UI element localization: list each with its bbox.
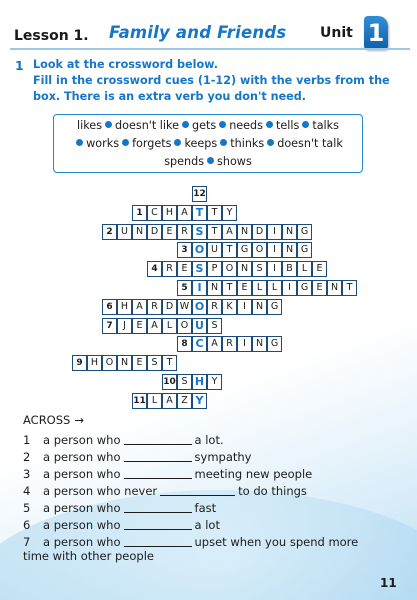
clue-number: 6	[23, 518, 31, 532]
letter-cell: T	[222, 280, 237, 296]
clue-number-cell: 6	[102, 299, 117, 315]
letter-cell: R	[162, 261, 177, 277]
clue-item	[23, 518, 393, 532]
letter-cell: G	[297, 242, 312, 258]
verb-option: doesn't talk	[277, 137, 343, 150]
verb-option: needs	[229, 119, 263, 132]
clue-text: a person who never	[43, 484, 158, 498]
verb-option: spends	[164, 155, 205, 168]
letter-cell: Y	[207, 374, 222, 390]
letter-cell: N	[207, 280, 222, 296]
clue-text: a person who	[43, 467, 121, 481]
verb-option: talks	[312, 119, 339, 132]
letter-cell: L	[267, 280, 282, 296]
task-number: 1	[15, 58, 24, 73]
letter-cell: A	[222, 224, 237, 240]
letter-cell: N	[252, 299, 267, 315]
clue-continuation: time with other people	[23, 549, 154, 563]
verb-option: gets	[191, 119, 217, 132]
letter-cell: O	[222, 261, 237, 277]
clue-text: a lot.	[194, 433, 224, 447]
clue-text: upset when you spend more	[194, 535, 359, 549]
clue-text: a person who	[43, 518, 121, 532]
highlight-letter-cell: S	[192, 261, 207, 277]
letter-cell: G	[267, 336, 282, 352]
clue-number: 4	[23, 484, 31, 498]
letter-cell: L	[252, 280, 267, 296]
letter-cell: N	[252, 336, 267, 352]
clue-text: a person who	[43, 501, 121, 515]
highlight-letter-cell: O	[192, 242, 207, 258]
clue-number: 1	[23, 433, 31, 447]
verb-option: doesn't like	[115, 119, 179, 132]
letter-cell: E	[237, 280, 252, 296]
letter-cell: A	[132, 299, 147, 315]
letter-cell: U	[117, 224, 132, 240]
clue-number-cell: 3	[177, 242, 192, 258]
letter-cell: I	[267, 224, 282, 240]
letter-cell: N	[237, 261, 252, 277]
clue-item	[23, 501, 393, 515]
letter-cell: T	[207, 224, 222, 240]
clue-item	[23, 450, 393, 464]
answer-blank[interactable]	[160, 485, 235, 496]
letter-cell: S	[207, 318, 222, 334]
unit-number-badge: 1	[364, 16, 388, 50]
answer-blank[interactable]	[124, 536, 192, 547]
highlight-letter-cell: S	[192, 224, 207, 240]
page-number: 11	[380, 576, 397, 590]
lesson-title: Family and Friends	[109, 23, 287, 42]
letter-cell: I	[237, 336, 252, 352]
letter-cell: E	[162, 224, 177, 240]
letter-cell: L	[162, 318, 177, 334]
letter-cell: E	[132, 318, 147, 334]
letter-cell: P	[207, 261, 222, 277]
clue-text: a lot	[194, 518, 220, 532]
letter-cell: I	[267, 261, 282, 277]
letter-cell: U	[207, 242, 222, 258]
verb-option: thinks	[230, 137, 265, 150]
letter-cell: I	[267, 242, 282, 258]
across-label: ACROSS	[23, 413, 71, 427]
letter-cell: Y	[222, 205, 237, 221]
letter-cell: N	[282, 224, 297, 240]
letter-cell: H	[117, 299, 132, 315]
highlight-letter-cell: Y	[192, 393, 207, 409]
clue-number-cell: 12	[192, 186, 207, 202]
answer-blank[interactable]	[124, 502, 192, 513]
verb-option: works	[86, 137, 120, 150]
letter-cell: D	[252, 224, 267, 240]
clue-text: fast	[194, 501, 217, 515]
clue-item	[23, 433, 393, 447]
letter-cell: N	[327, 280, 342, 296]
letter-cell: S	[252, 261, 267, 277]
highlight-letter-cell: O	[192, 299, 207, 315]
letter-cell: J	[117, 318, 132, 334]
verb-option: keeps	[184, 137, 218, 150]
instruction-line-1: Look at the crossword below.	[33, 58, 219, 71]
letter-cell: H	[87, 355, 102, 371]
letter-cell: C	[147, 205, 162, 221]
clue-number-cell: 1	[132, 205, 147, 221]
clue-text: sympathy	[194, 450, 252, 464]
letter-cell: G	[267, 299, 282, 315]
clue-number: 5	[23, 501, 31, 515]
letter-cell: G	[297, 280, 312, 296]
instruction-line-3: box. There is an extra verb you don't need.	[33, 90, 307, 103]
letter-cell: E	[132, 355, 147, 371]
letter-cell: A	[147, 318, 162, 334]
highlight-letter-cell: T	[192, 205, 207, 221]
clue-number-cell: 7	[102, 318, 117, 334]
letter-cell: R	[147, 299, 162, 315]
clue-text: to do things	[238, 484, 307, 498]
letter-cell: E	[312, 280, 327, 296]
letter-cell: S	[177, 374, 192, 390]
letter-cell: E	[177, 261, 192, 277]
clue-number-cell: 10	[162, 374, 177, 390]
answer-blank[interactable]	[124, 519, 192, 530]
letter-cell: G	[237, 242, 252, 258]
clue-item	[23, 484, 393, 498]
letter-cell: W	[177, 299, 192, 315]
letter-cell: T	[162, 355, 177, 371]
letter-cell: N	[237, 224, 252, 240]
clue-number-cell: 5	[177, 280, 192, 296]
clue-text: a person who	[43, 433, 121, 447]
letter-cell: A	[177, 205, 192, 221]
verb-option: forgets	[132, 137, 172, 150]
verb-option: shows	[217, 155, 252, 168]
letter-cell: A	[207, 336, 222, 352]
clue-number: 7	[23, 535, 31, 549]
highlight-letter-cell: C	[192, 336, 207, 352]
clue-item	[23, 535, 393, 549]
letter-cell: I	[282, 280, 297, 296]
letter-cell: O	[252, 242, 267, 258]
letter-cell: O	[102, 355, 117, 371]
clue-number-cell: 4	[147, 261, 162, 277]
highlight-letter-cell: I	[192, 280, 207, 296]
letter-cell: K	[222, 299, 237, 315]
letter-cell: Z	[177, 393, 192, 409]
clue-item	[23, 467, 393, 481]
arrow-right-icon: →	[74, 413, 84, 427]
clue-number-cell: 8	[177, 336, 192, 352]
letter-cell: A	[162, 393, 177, 409]
verb-option: tells	[275, 119, 300, 132]
letter-cell: I	[237, 299, 252, 315]
clue-text: meeting new people	[194, 467, 313, 481]
letter-cell: S	[147, 355, 162, 371]
instruction-line-2: Fill in the crossword cues (1-12) with the verbs from the	[33, 74, 390, 87]
letter-cell: D	[162, 299, 177, 315]
clue-number-cell: 9	[72, 355, 87, 371]
letter-cell: T	[222, 242, 237, 258]
letter-cell: T	[342, 280, 357, 296]
letter-cell: H	[162, 205, 177, 221]
letter-cell: G	[297, 224, 312, 240]
clue-number-cell: 11	[132, 393, 147, 409]
answer-blank[interactable]	[124, 434, 192, 445]
letter-cell: D	[147, 224, 162, 240]
clue-number: 3	[23, 467, 31, 481]
lesson-label: Lesson 1.	[14, 28, 89, 44]
letter-cell: L	[147, 393, 162, 409]
clue-number-cell: 2	[102, 224, 117, 240]
answer-blank[interactable]	[124, 468, 192, 479]
letter-cell: R	[177, 224, 192, 240]
clue-text: a person who	[43, 450, 121, 464]
clue-number: 2	[23, 450, 31, 464]
across-heading	[23, 413, 84, 427]
highlight-letter-cell: U	[192, 318, 207, 334]
letter-cell: N	[117, 355, 132, 371]
unit-label: Unit	[320, 25, 353, 41]
letter-cell: N	[132, 224, 147, 240]
verb-option: likes	[77, 119, 103, 132]
letter-cell: R	[222, 336, 237, 352]
letter-cell: N	[282, 242, 297, 258]
letter-cell: B	[282, 261, 297, 277]
letter-cell: R	[207, 299, 222, 315]
letter-cell: E	[312, 261, 327, 277]
letter-cell: T	[207, 205, 222, 221]
letter-cell: L	[297, 261, 312, 277]
answer-blank[interactable]	[124, 451, 192, 462]
clue-text: a person who	[43, 535, 121, 549]
letter-cell: O	[177, 318, 192, 334]
highlight-letter-cell: H	[192, 374, 207, 390]
